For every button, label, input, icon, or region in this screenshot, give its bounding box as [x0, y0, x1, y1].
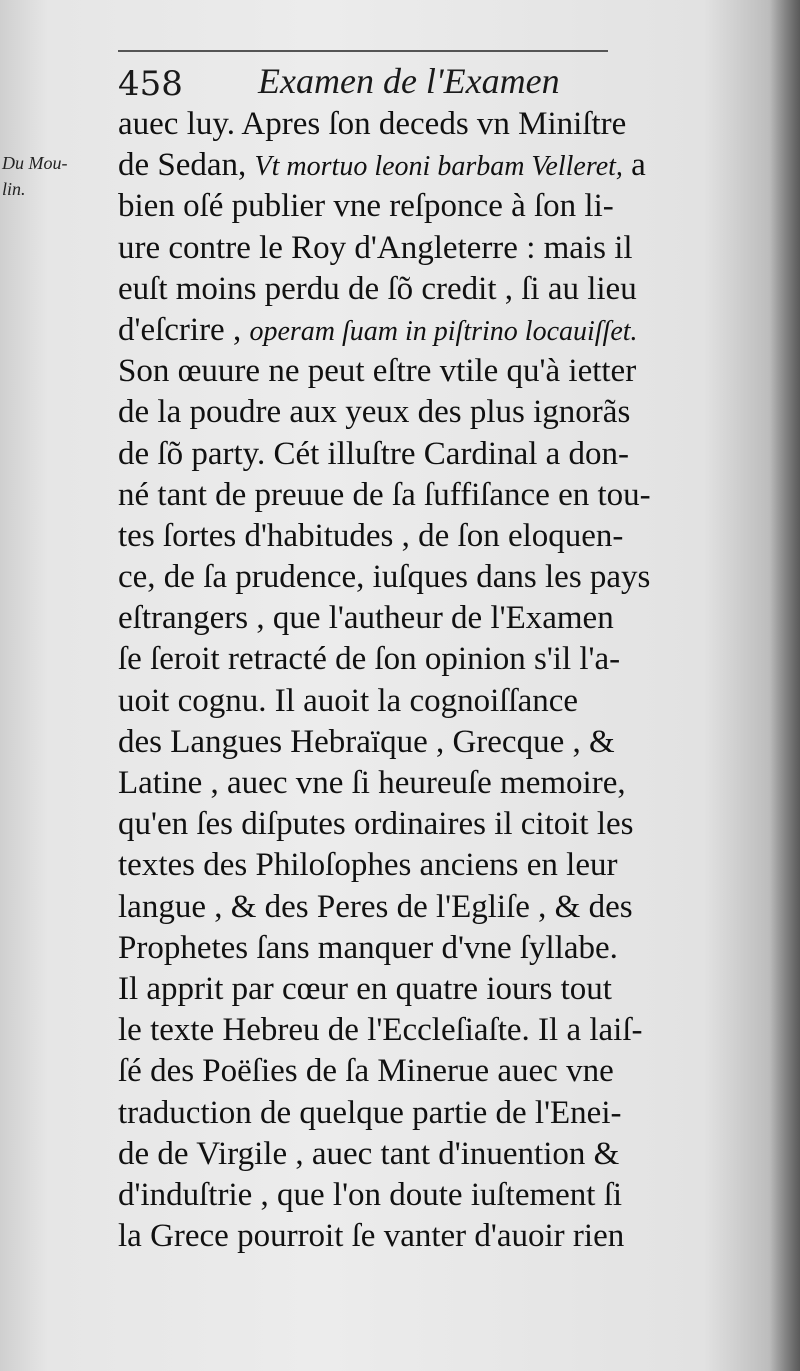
text-line: [118, 722, 738, 763]
text-line: [118, 434, 738, 475]
text-line: [118, 186, 738, 227]
text-line: [118, 351, 738, 392]
running-title: Examen de l'Examen: [258, 61, 560, 101]
text-run: Son œuure ne peut eſtre vtile qu'à ietter: [118, 353, 637, 390]
text-run: ſé des Poëſies de ſa Minerue auec vne: [118, 1053, 614, 1090]
text-run: traduction de quelque partie de l'Enei-: [118, 1094, 622, 1131]
text-run: la Grece pourroit ſe vanter d'auoir rien: [118, 1218, 625, 1255]
text-line: [118, 475, 738, 516]
text-run: d'eſcrire ,: [118, 311, 250, 348]
text-run: d'induſtrie , que l'on doute iuſtement ſi: [118, 1176, 623, 1213]
text-run: né tant de preuue de ſa ſuffiſance en tou-: [118, 476, 651, 513]
marginal-note-line: lin.: [2, 179, 26, 199]
text-line: [118, 145, 738, 186]
text-line: [118, 1010, 738, 1051]
text-run: Latine , auec vne ſi heureuſe memoire,: [118, 765, 626, 801]
latin-quotation: operam ſuam in piſtrino locauiſſet.: [249, 315, 638, 347]
text-run: de la poudre aux yeux des plus ignorãs: [118, 394, 631, 431]
text-run: le texte Hebreu de l'Eccleſiaſte. Il a laiſ-: [118, 1012, 643, 1049]
text-line: [118, 763, 738, 804]
text-run: de de Virgile , auec tant d'inuention &: [118, 1135, 620, 1172]
text-line: [118, 681, 738, 722]
text-run: textes des Philoſophes anciens en leur: [118, 847, 618, 884]
text-line: [118, 598, 738, 639]
text-line: [118, 392, 738, 433]
header-rule: [118, 50, 608, 52]
text-run: tes ſortes d'habitudes , de ſon eloquen-: [118, 517, 624, 554]
text-line: [118, 104, 738, 145]
text-run: auec luy. Apres ſon deceds vn Miniſtre: [118, 106, 627, 142]
text-line: [118, 557, 738, 598]
text-line: [118, 228, 738, 269]
text-line: [118, 1216, 738, 1257]
latin-quotation: Vt mortuo leoni barbam Velleret,: [254, 151, 623, 183]
text-run: a: [622, 147, 646, 184]
text-run: eſtrangers , que l'autheur de l'Examen: [118, 600, 614, 637]
text-run: des Langues Hebraïque , Grecque , &: [118, 723, 615, 760]
text-run: ce, de ſa prudence, iuſques dans les pays: [118, 559, 651, 596]
page-header: [118, 56, 618, 106]
text-line: [118, 845, 738, 886]
text-run: bien oſé publier vne reſponce à ſon li-: [118, 188, 614, 225]
text-line: [118, 1093, 738, 1134]
text-run: de Sedan,: [118, 147, 255, 184]
page-gutter-shadow: [770, 0, 800, 1371]
text-run: uoit cognu. Il auoit la cognoiſſance: [118, 682, 579, 719]
page-number: 458: [118, 64, 183, 104]
text-run: ſe ſeroit retracté de ſon opinion s'il l'a-: [118, 641, 621, 678]
body-text: [118, 104, 738, 1257]
text-line: [118, 969, 738, 1010]
text-line: [118, 1175, 738, 1216]
text-run: qu'en ſes diſputes ordinaires il citoit les: [118, 806, 634, 843]
text-line: [118, 1134, 738, 1175]
text-run: Prophetes ſans manquer d'vne ſyllabe.: [118, 929, 618, 966]
marginal-note-line: Du Mou-: [2, 153, 68, 173]
text-line: [118, 516, 738, 557]
text-line: [118, 804, 738, 845]
text-line: [118, 928, 738, 969]
text-run: ure contre le Roy d'Angleterre : mais il: [118, 229, 633, 266]
text-line: [118, 310, 738, 351]
text-line: [118, 1051, 738, 1092]
text-run: langue , & des Peres de l'Egliſe , & des: [118, 888, 633, 925]
text-run: Il apprit par cœur en quatre iours tout: [118, 970, 612, 1007]
text-run: euſt moins perdu de ſõ credit , ſi au lieu: [118, 270, 637, 307]
text-line: [118, 639, 738, 680]
text-line: [118, 269, 738, 310]
marginal-note: [2, 150, 102, 202]
text-run: de ſõ party. Cét illuſtre Cardinal a don-: [118, 435, 630, 472]
text-line: [118, 887, 738, 928]
